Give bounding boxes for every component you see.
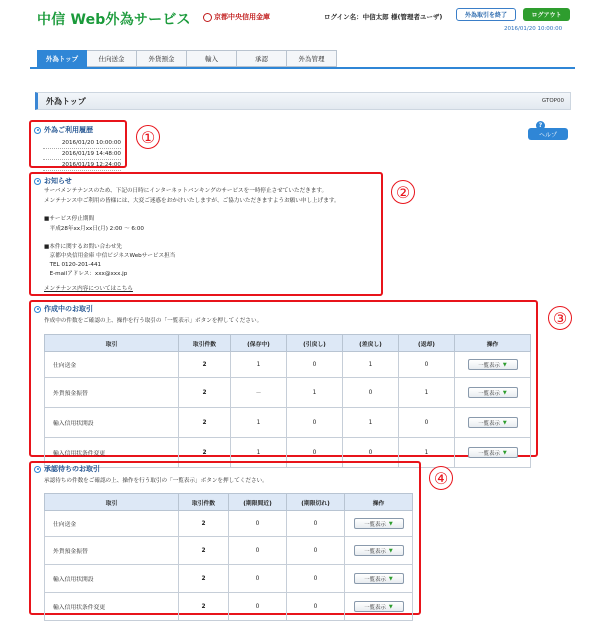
table-row [45,378,531,408]
dropdown-arrow-icon: ▼ [388,547,393,554]
help-question-icon[interactable]: ? [536,121,545,130]
count-near-deadline: 0 [229,511,287,537]
action-cell [345,537,413,565]
list-view-label: 一覧表示 [478,420,500,427]
count-returned: 1 [399,378,455,408]
list-view-button[interactable] [468,417,518,428]
help-button[interactable]: ヘルプ [528,128,568,140]
count-saved: 1 [231,352,287,378]
table-row [45,511,413,537]
count-expired: 0 [287,511,345,537]
table-row [45,408,531,438]
awaiting-heading-text: 承認待ちのお取引 [44,465,100,473]
count-returned: 0 [399,408,455,438]
table-row [45,537,413,565]
awaiting-description: 承認待ちの件数をご確認の上、操作を行う取引の「一覧表示」ボタンを押してください。 [44,478,268,484]
transaction-name: 外貨預金振替 [45,378,179,408]
transaction-name: 外貨預金振替 [45,537,179,565]
history-entry: 2016/01/19 12:24:00 [43,160,121,171]
action-cell [345,593,413,621]
transaction-count: 2 [179,408,231,438]
column-header: 取引 [45,494,179,511]
login-user-label: ログイン名：中信太郎 様(管理者ユーザ) [324,13,443,21]
in-progress-table [44,334,531,468]
count-near-deadline: 0 [229,565,287,593]
transaction-name: 輸入信用状条件変更 [45,593,179,621]
login-timestamp: 2016/01/20 10:00:00 [504,26,563,32]
notice-line: 京都中央信用金庫 中信ビジネスWebサービス担当 [44,253,176,259]
count-expired: 0 [287,565,345,593]
list-view-label: 一覧表示 [364,521,386,528]
tab-foreign-deposit[interactable]: 外貨預金 [137,50,187,67]
notice-heading-text: お知らせ [44,177,72,185]
notice-line: 平成28年xx月xx日(月) 2:00 〜 6:00 [44,226,144,232]
section-bullet-icon [34,178,41,185]
table-row [45,352,531,378]
page-title-bar [35,92,571,110]
list-view-label: 一覧表示 [478,450,500,457]
tab-import[interactable]: 輸入 [187,50,237,67]
column-header: (期限間近) [229,494,287,511]
dropdown-arrow-icon: ▼ [388,520,393,527]
action-cell [345,565,413,593]
callout-3: ③ [548,306,572,330]
column-header: 操作 [345,494,413,511]
list-view-button[interactable] [354,545,404,556]
count-withdrawn: 0 [287,438,343,468]
transaction-name: 輸入信用状開設 [45,408,179,438]
table-row [45,593,413,621]
awaiting-heading [34,464,100,474]
dropdown-arrow-icon: ▼ [502,361,507,368]
history-entry: 2016/01/19 14:48:00 [43,149,121,160]
count-near-deadline: 0 [229,537,287,565]
column-header: (保存中) [231,335,287,352]
column-header: (期限切れ) [287,494,345,511]
count-sent-back: 0 [343,378,399,408]
transaction-count: 2 [179,593,229,621]
notice-line: ■サービス停止期間 [44,216,95,222]
section-bullet-icon [34,127,41,134]
transaction-count: 2 [179,352,231,378]
count-sent-back: 0 [343,438,399,468]
section-bullet-icon [34,306,41,313]
tab-fx-admin[interactable]: 外為管理 [287,50,337,67]
list-view-button[interactable] [354,573,404,584]
awaiting-table [44,493,413,621]
app-title: 中信 Web外為サービス [37,12,191,28]
column-header: (引戻し) [287,335,343,352]
bank-name: 京都中央信用金庫 [214,13,270,21]
list-view-button[interactable] [354,601,404,612]
bank-logo [203,12,270,22]
transaction-count: 2 [179,565,229,593]
action-cell [455,408,531,438]
history-list [43,138,121,171]
list-view-button[interactable] [468,359,518,370]
list-view-label: 一覧表示 [478,362,500,369]
screen-code: GTOP00 [541,98,564,104]
transaction-count: 2 [179,438,231,468]
count-saved: 1 [231,408,287,438]
notice-line: E-mailアドレス：xxx@xxx.jp [44,271,128,277]
count-expired: 0 [287,537,345,565]
action-cell [345,511,413,537]
notice-line: メンテナンス中ご利用の皆様には、大変ご迷惑をおかけいたしますが、ご協力いただきますようお願い申し上げます。 [44,198,340,204]
count-saved: － [231,378,287,408]
count-saved: 1 [231,438,287,468]
list-view-button[interactable] [468,387,518,398]
dropdown-arrow-icon: ▼ [502,389,507,396]
page-title: 外為トップ [46,97,86,106]
count-returned: 0 [399,352,455,378]
count-expired: 0 [287,593,345,621]
action-cell [455,352,531,378]
notice-link-row [44,284,133,292]
list-view-label: 一覧表示 [478,390,500,397]
transaction-name: 輸入信用状条件変更 [45,438,179,468]
count-near-deadline: 0 [229,593,287,621]
main-nav [37,50,337,67]
transaction-name: 仕向送金 [45,511,179,537]
list-view-button[interactable] [468,447,518,458]
count-sent-back: 1 [343,352,399,378]
list-view-label: 一覧表示 [364,604,386,611]
count-returned: 1 [399,438,455,468]
section-bullet-icon [34,466,41,473]
maintenance-details-link[interactable]: メンテナンス内容についてはこちら [44,286,133,292]
dropdown-arrow-icon: ▼ [502,419,507,426]
transaction-name: 仕向送金 [45,352,179,378]
action-cell [455,438,531,468]
transaction-count: 2 [179,537,229,565]
tab-fx-top[interactable]: 外為トップ [37,50,87,67]
end-fx-session-button[interactable]: 外為取引を終了 [456,8,516,21]
callout-1: ① [136,125,160,149]
count-sent-back: 1 [343,408,399,438]
logout-button[interactable]: ログアウト [523,8,570,21]
column-header: 操作 [455,335,531,352]
action-cell [455,378,531,408]
dropdown-arrow-icon: ▼ [388,603,393,610]
column-header: (差戻し) [343,335,399,352]
count-withdrawn: 0 [287,352,343,378]
dropdown-arrow-icon: ▼ [388,575,393,582]
callout-4: ④ [429,466,453,490]
column-header: 取引件数 [179,494,229,511]
table-row [45,565,413,593]
column-header: 取引件数 [179,335,231,352]
count-withdrawn: 1 [287,378,343,408]
tab-outward-remittance[interactable]: 仕向送金 [87,50,137,67]
in-progress-heading-text: 作成中のお取引 [44,305,93,313]
history-entry: 2016/01/20 10:00:00 [43,138,121,149]
list-view-label: 一覧表示 [364,548,386,555]
dropdown-arrow-icon: ▼ [502,449,507,456]
list-view-button[interactable] [354,518,404,529]
transaction-name: 輸入信用状開設 [45,565,179,593]
list-view-label: 一覧表示 [364,576,386,583]
count-withdrawn: 0 [287,408,343,438]
notice-line: ■本件に関するお問い合わせ先 [44,244,123,250]
transaction-count: 2 [179,511,229,537]
notice-line: TEL 0120-201-441 [44,262,102,268]
in-progress-description: 作成中の件数をご確認の上、操作を行う取引の「一覧表示」ボタンを押してください。 [44,318,263,324]
column-header: (返却) [399,335,455,352]
notice-heading [34,176,72,186]
nav-underline [30,67,575,69]
history-heading-text: 外為ご利用履歴 [44,126,93,134]
history-heading [34,125,93,135]
in-progress-heading [34,304,93,314]
bank-logo-icon [203,13,212,22]
tab-approval[interactable]: 承認 [237,50,287,67]
transaction-count: 2 [179,378,231,408]
notice-line: サーバメンテナンスのため、下記の日時にインターネットバンキングのサービスを一時停止させていただきます。 [44,188,328,194]
column-header: 取引 [45,335,179,352]
callout-2: ② [391,180,415,204]
